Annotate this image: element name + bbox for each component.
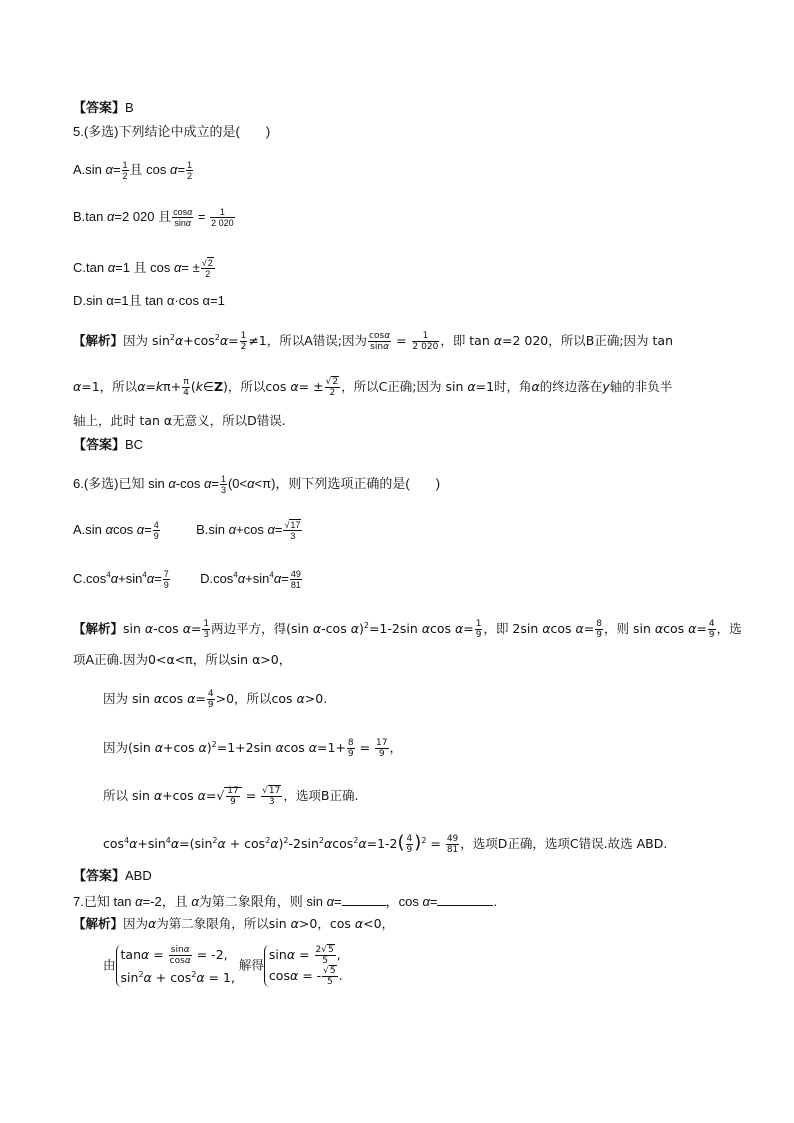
q7-analysis-2: 由tanα = $\frac{\sin\alpha}{\cos\alpha}$ = -2, $\sin^2\alpha + \cos^2\alpha = 1$, 解得sinα = $\frac{2√5}{5}$ , cosα = - $\frac{√5}{5}$ . — [103, 945, 343, 988]
answer-tag: 【答案】 — [73, 101, 126, 116]
q7-analysis-1: 【解析】因为α为第二象限角，所以sin α>0，cos α<0， — [73, 916, 395, 931]
q5-option-b: B.tan α=2 020 且 $\frac{\cos\alpha}{\sin\alpha}$ = $\frac{1}{2 020}$ — [73, 207, 234, 228]
q5-option-c: C.tan α=1 且 cos α= ± $\frac{√2}{2}$ — [73, 258, 213, 279]
q6-analysis-3: 因为 sin αcos α= $\frac{4}{9}$ >0，所以cos α>0. — [103, 689, 328, 710]
q7-stem: 7.已知 tan α=-2，且 α为第二象限角，则 sin α= ，cos α= . — [73, 894, 498, 909]
answer-value: B — [125, 100, 134, 115]
answer-line-5 — [73, 437, 143, 454]
q5-analysis-1: 【解析】因为 $\sin^2\alpha+\cos^2\alpha=$ $\frac{1}{2}$ ≠1，所以A错误;因为 $\frac{\cos\alpha}{\sin\alpha}$ = $\frac{1}{2 020}$ ，即 tan α=2 020，所以B正确;因为 tan — [73, 331, 674, 353]
q6-option-b: B.sin α+cos α= $\frac{√17}{3}$ — [196, 520, 301, 541]
answer-tag: 【答案】 — [73, 438, 126, 453]
answer-line-4 — [73, 100, 134, 117]
q5-option-a: A.sin α= $\frac{1}{2}$ 且 cos α= $\frac{1}{2}$ — [73, 160, 193, 181]
q5-analysis-3: 轴上，此时 tan α无意义，所以D错误. — [73, 413, 286, 428]
answer-tag: 【答案】 — [73, 869, 126, 884]
answer-value: ABD — [125, 868, 152, 883]
q6-stem: 6.(多选)已知 sin α-cos α= $\frac{1}{3}$ (0<α<π)，则下列选项正确的是( ) — [73, 474, 441, 495]
q6-options-ab — [73, 520, 303, 541]
answer-line-6 — [73, 868, 152, 885]
q6-analysis-4: 因为(sin α+cos α)$^2$=1+2sin αcos α=1+ $\frac{8}{9}$ = $\frac{17}{9}$ ， — [103, 738, 403, 760]
q6-analysis-6: $\cos^4\alpha+\sin^4\alpha=(\sin^2\alpha + \cos^2\alpha)^2-2\sin^2\alpha\cos^2\alpha=1-2$( $\frac{4}{9}$ )$^2$ = $\frac{49}{81}$ ，选项D正确，选项C错误.故选 ABD. — [103, 832, 668, 856]
q6-analysis-5: 所以 sin α+cos α=√ $\frac{17}{9}$ = $\frac{√17}{3}$ ，选项B正确. — [103, 786, 359, 807]
q6-option-c: $C.\cos^4\alpha+\sin^4\alpha=$ $\frac{7}{9}$ — [73, 569, 169, 591]
q5-option-d: D.sin α=1且 tan α·cos α=1 — [73, 293, 225, 308]
q5-analysis-2: α=1，所以α=kπ+ $\frac{\pi}{4}$ (k∈Z)，所以cos α= ± $\frac{√2}{2}$ ，所以C正确;因为 sin α=1时，角α的终边落在y轴的非负半 — [73, 377, 673, 398]
answer-value: BC — [125, 437, 144, 452]
q5-stem: 5.(多选)下列结论中成立的是( ) — [73, 124, 271, 139]
q6-analysis-1: 【解析】sin α-cos α= $\frac{1}{3}$ 两边平方，得(sin α-cos α)$^2$=1-2sin αcos α= $\frac{1}{9}$ ，即 2sin αcos α= $\frac{8}{9}$ ，则 sin αcos α= $\frac{4}{9}$ ，选 — [73, 619, 742, 641]
q6-analysis-2: 项A正确.因为0<α<π，所以sin α>0， — [73, 652, 292, 667]
q6-option-a: A.sin αcos α= $\frac{4}{9}$ — [73, 520, 159, 541]
q6-option-d: $D.\cos^4\alpha+\sin^4\alpha=$ $\frac{49}{81}$ — [200, 569, 301, 591]
q6-options-cd — [73, 568, 303, 590]
